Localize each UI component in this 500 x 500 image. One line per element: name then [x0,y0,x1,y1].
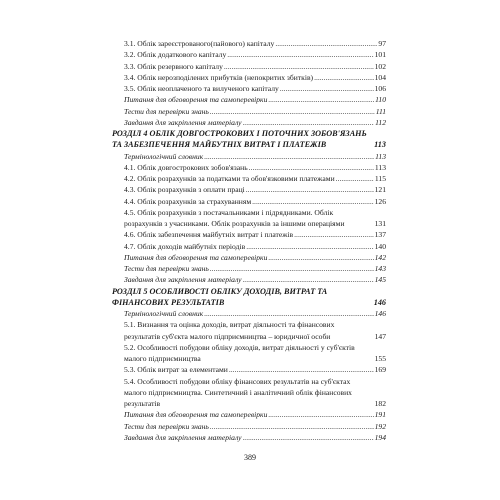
toc-entry-page: 142 [374,252,386,262]
toc-entry-title: Питання для обговорення та самоперевірки [124,252,268,262]
toc-entry-page: 115 [374,174,386,183]
dot-leader [210,263,374,274]
dot-leader [268,252,373,263]
toc-entry-page: 146 [374,309,386,318]
toc-entry-title: Завдання для закріплення матеріалу [124,432,242,442]
toc-entry-page: 112 [375,117,386,127]
toc-entry [112,364,386,375]
toc-entry-title: Питання для обговорення та самоперевірки [124,410,268,420]
toc-entry-title: Питання для обговорення та самоперевірки [124,95,268,105]
dot-leader [294,229,373,240]
dot-leader [227,49,373,60]
toc-entry [112,72,386,83]
toc-entry-page: 137 [374,230,386,240]
toc-entry-title: 3.4. Облік нерозподілених прибутків (непокритих збитків) [124,72,314,82]
toc-entry-title: 3.1. Облік зареєстрованого(пайового) капіталу [124,39,275,48]
toc-entry-title: Завдання для закріплення матеріалу [124,117,242,127]
dot-leader [243,117,375,128]
dot-leader [204,151,374,162]
toc-entry [112,342,386,365]
dot-leader [210,106,375,117]
toc-entry-title: 5.1. Визнання та оцінка доходів, витрат діяльності та фінансових результатів суб'єкта малого підприємництва – юридичної особи [124,320,335,341]
toc-entry [112,308,386,319]
toc-entry-title: Тести для перевірки знань [124,421,209,431]
toc-entry-page: 191 [374,410,386,420]
toc-entry-title: 3.3. Облік резервного капіталу [124,61,223,71]
toc-entry [112,173,386,184]
toc-entry [112,83,386,94]
toc-entry-page: 97 [378,39,386,48]
toc-entry-page: 131 [374,219,386,228]
toc-entry-title: 4.7. Облік доходів майбутніх періодів [124,241,246,251]
toc-entry [112,151,386,162]
dot-leader [204,308,373,319]
toc-entry-page: 145 [374,275,386,285]
toc-entry-title: Тести для перевірки знань [124,106,209,116]
toc-entry-title: Термінологічний словник [124,151,204,161]
toc-entry [112,207,386,230]
toc-entry-title: 5.2. Особливості побудови обліку доходів, витрат діяльності у суб'єктів малого підприємництва [124,342,355,363]
toc-entry-title: 3.5. Облік неоплаченого та вилученого капіталу [124,84,279,93]
toc-entry [112,241,386,252]
toc-entry [112,49,386,60]
toc-entry-page: 194 [374,432,386,442]
toc-entry [112,421,386,432]
toc-entry-title: 4.1. Облік довгострокових зобов'язань [124,162,248,172]
toc-entry [112,184,386,195]
toc-entry-page: 113 [374,162,386,172]
toc-chapter-heading [112,128,386,151]
toc-entry [112,94,386,105]
toc-entry-page: 111 [375,106,386,116]
toc-entry-page: 169 [374,365,386,375]
toc-entry-page: 192 [374,421,386,431]
page-number: 389 [244,453,256,462]
toc-entry-page: 110 [375,95,386,105]
toc-entry-page: 146 [373,297,386,307]
table-of-contents [112,38,386,443]
toc-entry [112,61,386,72]
dot-leader [252,196,373,207]
toc-entry-page: 101 [374,50,386,60]
toc-entry [112,229,386,240]
dot-leader [210,421,374,432]
toc-entry-page: 155 [374,354,386,363]
toc-entry-title: 5.4. Особливості побудови обліку фінансових результатів на суб'єктах малого підприємництва. Синтетичний і аналітичний облік фінансових результатів [124,376,352,408]
toc-entry-title: Завдання для закріплення матеріалу [124,275,242,285]
toc-entry-page: 121 [374,185,386,195]
dot-leader [246,241,373,252]
toc-entry-title: РОЗДІЛ 4 ОБЛІК ДОВГОСТРОКОВИХ І ПОТОЧНИХ ЗОБОВ'ЯЗАНЬ ТА ЗАБЕЗПЕЧЕННЯ МАЙБУТНІХ ВИТРАТ І ПЛАТЕЖІВ [112,129,367,150]
toc-entry [112,196,386,207]
toc-entry [112,117,386,128]
toc-entry-page: 113 [375,151,386,161]
dot-leader [314,72,374,83]
toc-entry-title: Тести для перевірки знань [124,264,209,273]
toc-entry [112,162,386,173]
toc-entry-page: 113 [374,140,386,150]
toc-entry-title: 4.4. Облік розрахунків за страхуванням [124,196,252,206]
toc-entry-title: 5.3. Облік витрат за елементами [124,365,228,375]
toc-entry-page: 147 [374,331,386,341]
toc-entry [112,263,386,274]
dot-leader [268,94,374,105]
toc-entry [112,38,386,49]
toc-entry-page: 140 [374,241,386,251]
toc-entry-title: 4.3. Облік розрахунків з оплати праці [124,185,245,195]
toc-entry-page: 102 [374,61,386,71]
dot-leader [336,173,374,184]
toc-entry-title: 4.6. Облік забезпечення майбутніх витрат і платежів [124,230,294,240]
toc-entry-title: Термінологічний словник [124,309,204,318]
toc-entry-page: 126 [374,196,386,206]
dot-leader [246,184,374,195]
toc-entry [112,106,386,117]
toc-entry [112,432,386,443]
dot-leader [243,432,374,443]
toc-entry [112,376,386,410]
dot-leader [268,409,373,420]
toc-entry-page: 182 [374,399,386,408]
toc-entry-title: 3.2. Облік додаткового капіталу [124,50,227,60]
dot-leader [224,61,374,72]
dot-leader [229,364,374,375]
toc-entry [112,252,386,263]
toc-entry-page: 143 [374,264,386,273]
toc-entry-page: 104 [374,72,386,82]
toc-entry-title: РОЗДІЛ 5 ОСОБЛИВОСТІ ОБЛІКУ ДОХОДІВ, ВИТРАТ ТА ФІНАНСОВИХ РЕЗУЛЬТАТІВ [112,286,328,307]
toc-entry [112,274,386,285]
dot-leader [249,162,374,173]
toc-entry-title: 4.2. Облік розрахунків за податками та обов'язковими платежами [124,174,335,183]
toc-entry-title: 4.5. Облік розрахунків з постачальниками і підрядниками. Облік розрахунків з учасниками. Облік розрахунків за іншими операціями [124,207,345,228]
dot-leader [280,83,374,94]
dot-leader [243,274,374,285]
toc-entry-page: 106 [374,84,386,93]
dot-leader [275,38,377,49]
toc-entry [112,319,386,342]
toc-chapter-heading [112,286,386,309]
toc-entry [112,409,386,420]
